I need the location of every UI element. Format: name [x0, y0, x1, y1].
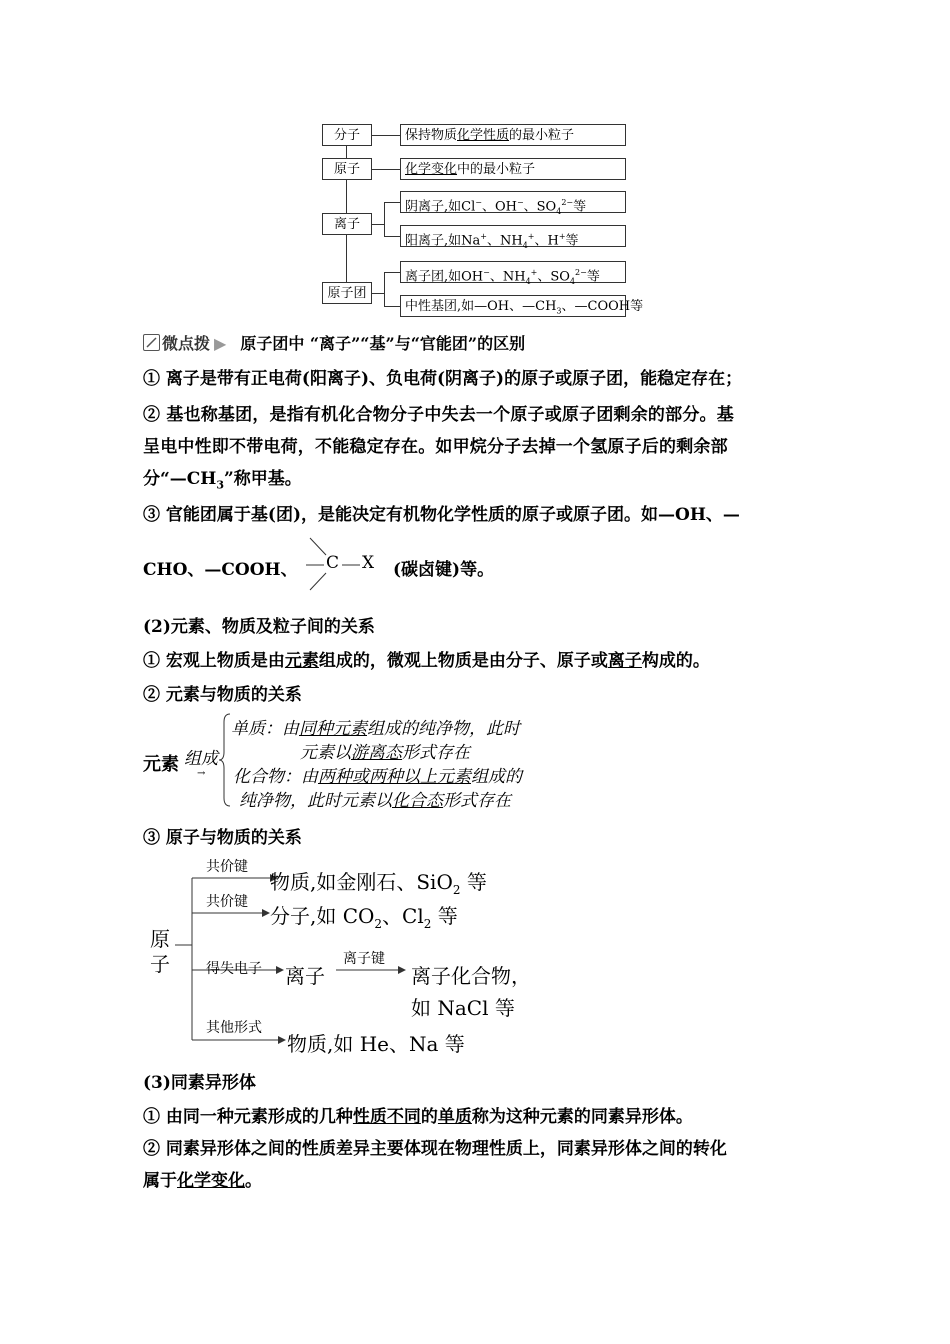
result-3-example: 如 NaCl 等: [411, 996, 515, 1020]
result-3-ion: 离子: [285, 964, 325, 988]
carbon-halogen-structure: C X: [298, 533, 388, 593]
label-yuanzi: 原子: [322, 158, 372, 180]
bond-other: 其他形式: [206, 1020, 262, 1036]
brace-line4: 纯净物，此时元素以化合态形式存在: [239, 791, 511, 811]
desc-ion-group: 离子团,如OH−、$NH_4^+$、$SO_4^{2-}$等: [400, 261, 626, 283]
tip-p2-l3: 分“$—CH_3$”称甲基。: [143, 469, 302, 492]
result-3-compound: 离子化合物，: [411, 964, 531, 988]
label-yuanzituan: 原子团: [322, 282, 372, 304]
s3-l2: ② 同素异形体之间的性质差异主要体现在物理性质上，同素异形体之间的转化: [143, 1139, 727, 1159]
s3-l3: 属于化学变化。: [143, 1171, 262, 1191]
s2-l2: ② 元素与物质的关系: [143, 685, 302, 705]
tip-p2-l2: 呈电中性即不带电荷，不能稳定存在。如甲烷分子去掉一个氢原子后的剩余部: [143, 437, 728, 457]
s2-l3: ③ 原子与物质的关系: [143, 828, 302, 848]
desc-neutral-group: 中性基团,如—OH、$—CH_3$、—COOH等: [400, 295, 626, 317]
brace-line2: 元素以游离态形式存在: [300, 743, 470, 763]
result-4: 物质,如 He、Na 等: [287, 1032, 465, 1056]
atom-label-bottom: 子: [150, 952, 170, 976]
tip-header: 微点拨 ▶ 原子团中 “离子”“基”与“官能团”的区别: [143, 331, 525, 354]
s3-l1: ① 由同一种元素形成的几种性质不同的单质称为这种元素的同素异形体。: [143, 1107, 693, 1127]
s3-heading: (3)同素异形体: [143, 1073, 256, 1093]
element-label: 元素: [143, 754, 179, 775]
result-1: 物质,如金刚石、SiO$_2$ 等: [270, 870, 487, 897]
desc-anion: 阴离子,如Cl−、OH−、$SO_4^{2-}$等: [400, 191, 626, 213]
label-lizi: 离子: [322, 213, 372, 235]
tip-p2-l1: ② 基也称基团，是指有机化合物分子中失去一个原子或原子团剩余的部分。基: [143, 405, 734, 425]
pencil-icon: [143, 334, 160, 351]
bond-ionic: 离子键: [343, 951, 385, 967]
tip-p3-l2: CHO、—COOH、: [143, 560, 298, 580]
tip-p3-l2-end: (碳卤键)等。: [393, 560, 495, 580]
tip-p3-l1: ③ 官能团属于基(团)，是能决定有机物化学性质的原子或原子团。如—OH、—: [143, 505, 740, 525]
compose-arrow: →: [197, 768, 206, 779]
brace-line1: 单质：由同种元素组成的纯净物，此时: [231, 719, 520, 739]
s2-heading: (2)元素、物质及粒子间的关系: [143, 617, 375, 637]
brace-line3: 化合物：由两种或两种以上元素组成的: [233, 767, 522, 787]
tip-p1: ① 离子是带有正电荷(阳离子)、负电荷(阴离子)的原子或原子团，能稳定存在；: [143, 369, 743, 389]
bond-covalent-2: 共价键: [206, 894, 248, 910]
bond-electron-transfer: 得失电子: [206, 961, 262, 977]
s2-l1: ① 宏观上物质是由元素组成的，微观上物质是由分子、原子或离子构成的。: [143, 651, 710, 671]
label-fenzi: 分子: [322, 124, 372, 146]
result-2: 分子,如 $CO_2$、$Cl_2$ 等: [270, 904, 458, 931]
bond-covalent-1: 共价键: [206, 859, 248, 875]
atom-label-top: 原: [150, 927, 170, 951]
triangle-icon: ▶: [214, 334, 227, 353]
desc-cation: 阳离子,如Na+、$NH_4^+$、H+等: [400, 225, 626, 247]
desc-yuanzi: 化学变化中的最小粒子: [400, 158, 626, 180]
compose-label: 组成: [184, 749, 218, 769]
desc-fenzi: 保持物质化学性质的最小粒子: [400, 124, 626, 146]
brace: [218, 712, 232, 812]
